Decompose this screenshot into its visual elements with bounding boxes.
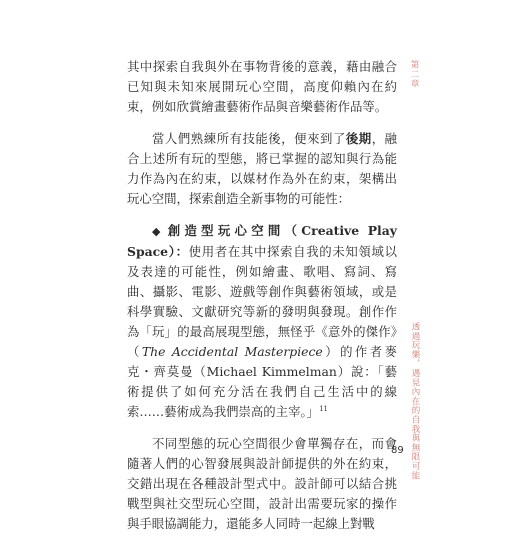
creative-play-space-heading: 創造型玩心空間（Creative Play Space）： [127, 223, 397, 259]
section-side-label: 透過玩樂，遇見內在的自我與無限可能 [410, 322, 420, 481]
paragraph-3-text-b: ）的作者麥克・齊莫曼（Michael Kimmelman）說：「藝術提供了如何充分活在我們自己生活中的線索……藝術成為我們崇高的主宰。」 [127, 344, 398, 419]
body-text [127, 57, 397, 546]
paragraph-3 [127, 221, 397, 422]
paragraph-2 [127, 129, 397, 209]
page-number: 89 [391, 445, 404, 456]
paragraph-1-text: 其中探索自我與外在事物背後的意義，藉由融合已知與未知來展開玩心空間，高度仰賴內在約束，例如欣賞繪畫藝術作品與音樂藝術作品等。 [127, 59, 397, 114]
paragraph-3-text-a: 使用者在其中探索自我的未知領域以及表達的可能性，例如繪畫、歌唱、寫詞、寫曲、攝影、電影、遊戲等創作與藝術領域，或是科學實驗、文獻研究等新的發明與發現。創作作為「玩」的最高展現型態，無怪乎《意外的傑作》（ [127, 244, 397, 359]
paragraph-4 [127, 434, 397, 534]
footnote-marker: 11 [319, 404, 328, 413]
book-title-italic: The Accidental Masterpiece [141, 344, 323, 359]
chapter-side-label: 第二章 [409, 60, 419, 89]
paragraph-2-text-a: 當人們熟練所有技能後，便來到了 [152, 131, 346, 146]
paragraph-2-text-b: ，融合上述所有玩的型態，將已掌握的認知與行為能力作為內在約束，以媒材作為外在約束，架構出玩心空間，探索創造全新事物的可能性： [127, 131, 398, 206]
diamond-bullet-icon: ◆ [152, 225, 165, 238]
paragraph-1 [127, 57, 397, 117]
paragraph-4-text: 不同型態的玩心空間很少會單獨存在，而會隨著人們的心智發展與設計師提供的外在約束，交錯出現在各種設計型式中。設計師可以結合挑戰型與社交型玩心空間，設計出需要玩家的操作與手眼協調能力，還能多人同時一起線上對戰 [127, 436, 397, 531]
paragraph-2-bold: 後期 [345, 131, 372, 146]
